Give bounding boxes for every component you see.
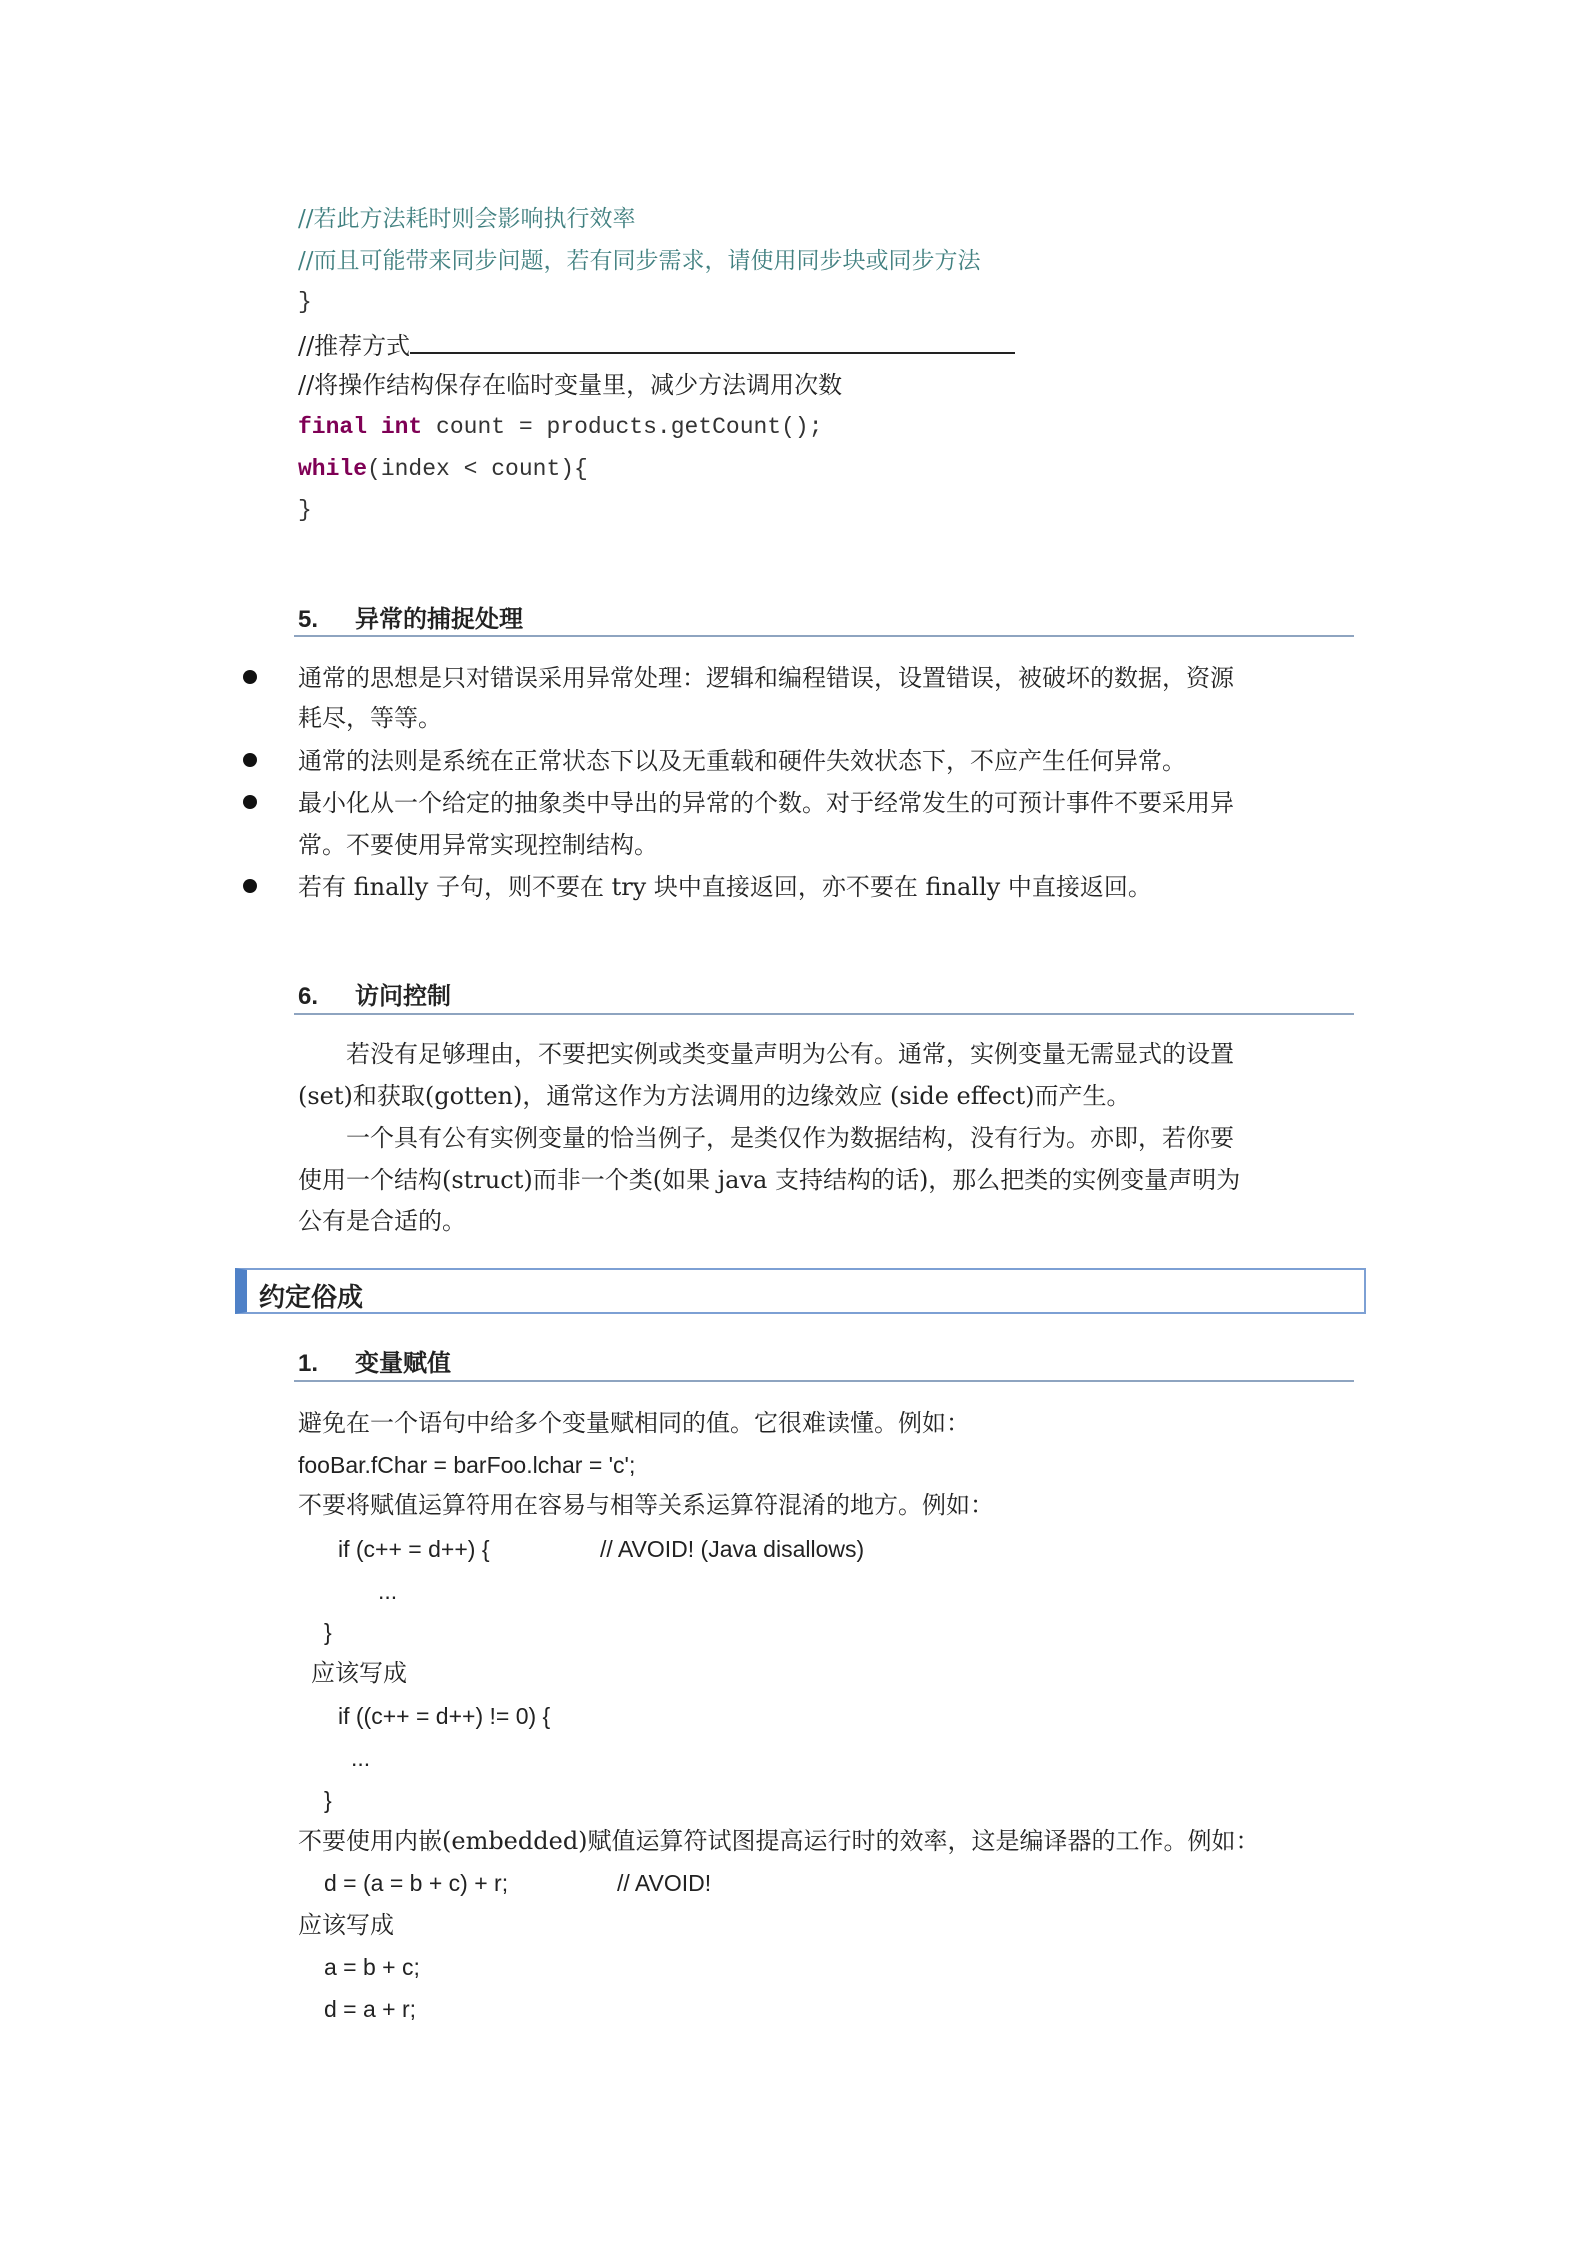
section-title: 变量赋值 <box>355 1350 451 1377</box>
section-number: 1. <box>298 1350 319 1377</box>
underline-rule <box>410 330 1015 354</box>
code-text: count = products.getCount(); <box>422 414 823 440</box>
section-heading <box>298 599 523 634</box>
bullet-icon <box>243 879 257 893</box>
list-item: 若有 finally 子句，则不要在 try 块中直接返回，亦不要在 finally 中直接返回。 <box>298 873 1152 901</box>
code-brace: } <box>298 289 312 315</box>
keyword: final <box>298 414 368 440</box>
list-item-continuation: 常。不要使用异常实现控制结构。 <box>298 831 658 859</box>
code-comment: // AVOID! <box>617 1870 712 1896</box>
code-line <box>298 454 588 484</box>
list-item: 通常的法则是系统在正常状态下以及无重载和硬件失效状态下，不应产生任何异常。 <box>298 747 1186 775</box>
list-item: 最小化从一个给定的抽象类中导出的异常的个数。对于经常发生的可预计事件不要采用异 <box>298 789 1234 817</box>
paragraph-line: 应该写成 <box>311 1659 407 1687</box>
heading-rule <box>294 635 1354 637</box>
recommend-line <box>298 330 1015 361</box>
bullet-icon <box>243 753 257 767</box>
paragraph-line: 避免在一个语句中给多个变量赋相同的值。它很难读懂。例如： <box>298 1409 970 1437</box>
section-heading <box>298 976 451 1011</box>
paragraph-line: 不要使用内嵌(embedded)赋值运算符试图提高运行时的效率，这是编译器的工作。例如： <box>298 1827 1260 1855</box>
code-example: if (c++ = d++) { <box>338 1536 490 1562</box>
paragraph-line: 若没有足够理由，不要把实例或类变量声明为公有。通常，实例变量无需显式的设置 <box>298 1040 1234 1068</box>
chapter-heading-box <box>235 1268 1366 1314</box>
list-item: 通常的思想是只对错误采用异常处理：逻辑和编程错误，设置错误，被破坏的数据，资源 <box>298 664 1234 692</box>
code-example: fooBar.fChar = barFoo.lchar = 'c'; <box>298 1452 636 1478</box>
code-example: d = a + r; <box>324 1996 417 2022</box>
section-title: 访问控制 <box>355 983 451 1010</box>
bullet-icon <box>243 795 257 809</box>
keyword: while <box>298 456 368 482</box>
section-heading <box>298 1343 451 1378</box>
code-text: (index < count){ <box>367 456 588 482</box>
paragraph-line: 使用一个结构(struct)而非一个类(如果 java 支持结构的话)，那么把类的实例变量声明为 <box>298 1166 1241 1194</box>
code-comment: // AVOID! (Java disallows) <box>600 1536 865 1562</box>
code-example: if ((c++ = d++) != 0) { <box>338 1703 551 1729</box>
code-comment: //将操作结构保存在临时变量里，减少方法调用次数 <box>298 371 843 399</box>
paragraph-line: 不要将赋值运算符用在容易与相等关系运算符混淆的地方。例如： <box>298 1491 994 1519</box>
code-comment: //若此方法耗时则会影响执行效率 <box>298 206 636 232</box>
heading-rule <box>294 1013 1354 1015</box>
section-number: 5. <box>298 606 319 633</box>
section-title: 异常的捕捉处理 <box>355 606 523 633</box>
paragraph-line: 一个具有公有实例变量的恰当例子，是类仅作为数据结构，没有行为。亦即，若你要 <box>298 1124 1234 1152</box>
code-example: ... <box>378 1578 398 1604</box>
chapter-title: 约定俗成 <box>259 1282 364 1312</box>
code-brace: } <box>298 497 312 523</box>
paragraph-line: 公有是合适的。 <box>298 1207 466 1235</box>
bullet-icon <box>243 670 257 684</box>
code-example: ... <box>351 1745 371 1771</box>
code-comment: //而且可能带来同步问题，若有同步需求，请使用同步块或同步方法 <box>298 248 981 274</box>
code-example: } <box>324 1619 332 1645</box>
recommend-label: //推荐方式 <box>298 332 411 360</box>
heading-rule <box>294 1380 1354 1382</box>
list-item-continuation: 耗尽，等等。 <box>298 704 442 732</box>
code-example: a = b + c; <box>324 1954 420 1980</box>
paragraph-line: (set)和获取(gotten)，通常这作为方法调用的边缘效应 (side effect)而产生。 <box>298 1082 1131 1110</box>
code-line <box>298 412 823 442</box>
paragraph-line: 应该写成 <box>298 1911 394 1939</box>
code-example: d = (a = b + c) + r; <box>324 1870 509 1896</box>
section-number: 6. <box>298 983 319 1010</box>
keyword: int <box>380 414 423 440</box>
code-example: } <box>324 1787 332 1813</box>
